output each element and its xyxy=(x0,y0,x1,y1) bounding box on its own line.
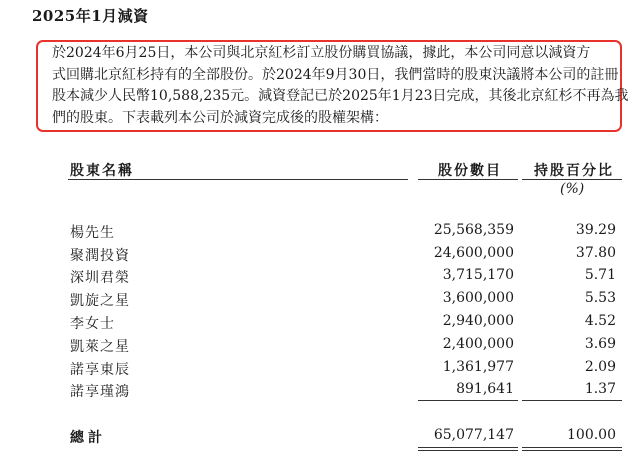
table-row xyxy=(0,222,640,244)
shares-value: 1,361,977 xyxy=(442,359,514,375)
percentage-value: 37.80 xyxy=(575,245,616,261)
subtotal-rule-pct xyxy=(522,400,622,401)
total-label: 總計 xyxy=(70,430,106,446)
shareholder-name: 聚潤投資 xyxy=(70,248,130,264)
shares-value: 891,641 xyxy=(456,381,514,397)
total-row xyxy=(0,427,640,449)
header-underline-pct xyxy=(522,179,622,180)
shares-value: 2,940,000 xyxy=(442,313,514,329)
shareholder-name: 凱萊之星 xyxy=(70,339,130,355)
shares-value: 2,400,000 xyxy=(442,336,514,352)
header-underline-shares xyxy=(418,179,518,180)
shareholder-name: 李女士 xyxy=(70,316,115,332)
percentage-value: 3.69 xyxy=(584,336,616,352)
total-double-rule-shares xyxy=(418,447,518,451)
shareholder-name: 諾享瑾鴻 xyxy=(70,384,130,400)
column-header-shareholding-percentage: 持股百分比 xyxy=(534,163,614,179)
subtotal-rule-shares xyxy=(418,400,518,401)
shares-value: 3,600,000 xyxy=(442,290,514,306)
table-row xyxy=(0,359,640,381)
paragraph-line: 式回購北京紅杉持有的全部股份。於2024年9月30日，我們當時的股東決議將本公司的註冊 xyxy=(52,66,619,83)
column-header-number-of-shares: 股份數目 xyxy=(438,163,502,179)
table-row xyxy=(0,267,640,289)
shareholder-name: 諾享東辰 xyxy=(70,362,130,378)
shareholder-name: 凱旋之星 xyxy=(70,293,130,309)
percentage-value: 5.71 xyxy=(584,267,616,283)
table-row xyxy=(0,336,640,358)
highlighted-paragraph xyxy=(52,43,629,129)
percentage-value: 1.37 xyxy=(584,381,616,397)
paragraph-line: 們的股東。下表載列本公司於減資完成後的股權架構： xyxy=(52,109,388,126)
percentage-value: 4.52 xyxy=(584,313,616,329)
header-underline-name xyxy=(68,179,408,180)
table-row xyxy=(0,245,640,267)
column-header-shareholder-name: 股東名稱 xyxy=(70,163,134,179)
percentage-value: 5.53 xyxy=(584,290,616,306)
shares-value: 24,600,000 xyxy=(433,245,514,261)
shareholder-name: 楊先生 xyxy=(70,225,115,241)
percentage-value: 39.29 xyxy=(575,222,616,238)
table-row xyxy=(0,290,640,312)
total-double-rule-pct xyxy=(522,447,622,451)
shares-value: 25,568,359 xyxy=(433,222,514,238)
shareholder-name: 深圳君榮 xyxy=(70,270,130,286)
paragraph-line: 股本減少人民幣10,588,235元。減資登記已於2025年1月23日完成，其後北京紅杉不再為我 xyxy=(52,88,629,104)
table-row xyxy=(0,313,640,335)
paragraph-line: 於2024年6月25日，本公司與北京紅杉訂立股份購買協議，據此，本公司同意以減資方 xyxy=(52,45,591,61)
percentage-value: 2.09 xyxy=(584,359,616,375)
section-title: 2025年1月減資 xyxy=(32,7,149,25)
total-shares-value: 65,077,147 xyxy=(433,427,514,443)
total-percentage-value: 100.00 xyxy=(567,427,616,443)
percentage-unit-label: (%) xyxy=(560,181,585,197)
shares-value: 3,715,170 xyxy=(442,267,514,283)
